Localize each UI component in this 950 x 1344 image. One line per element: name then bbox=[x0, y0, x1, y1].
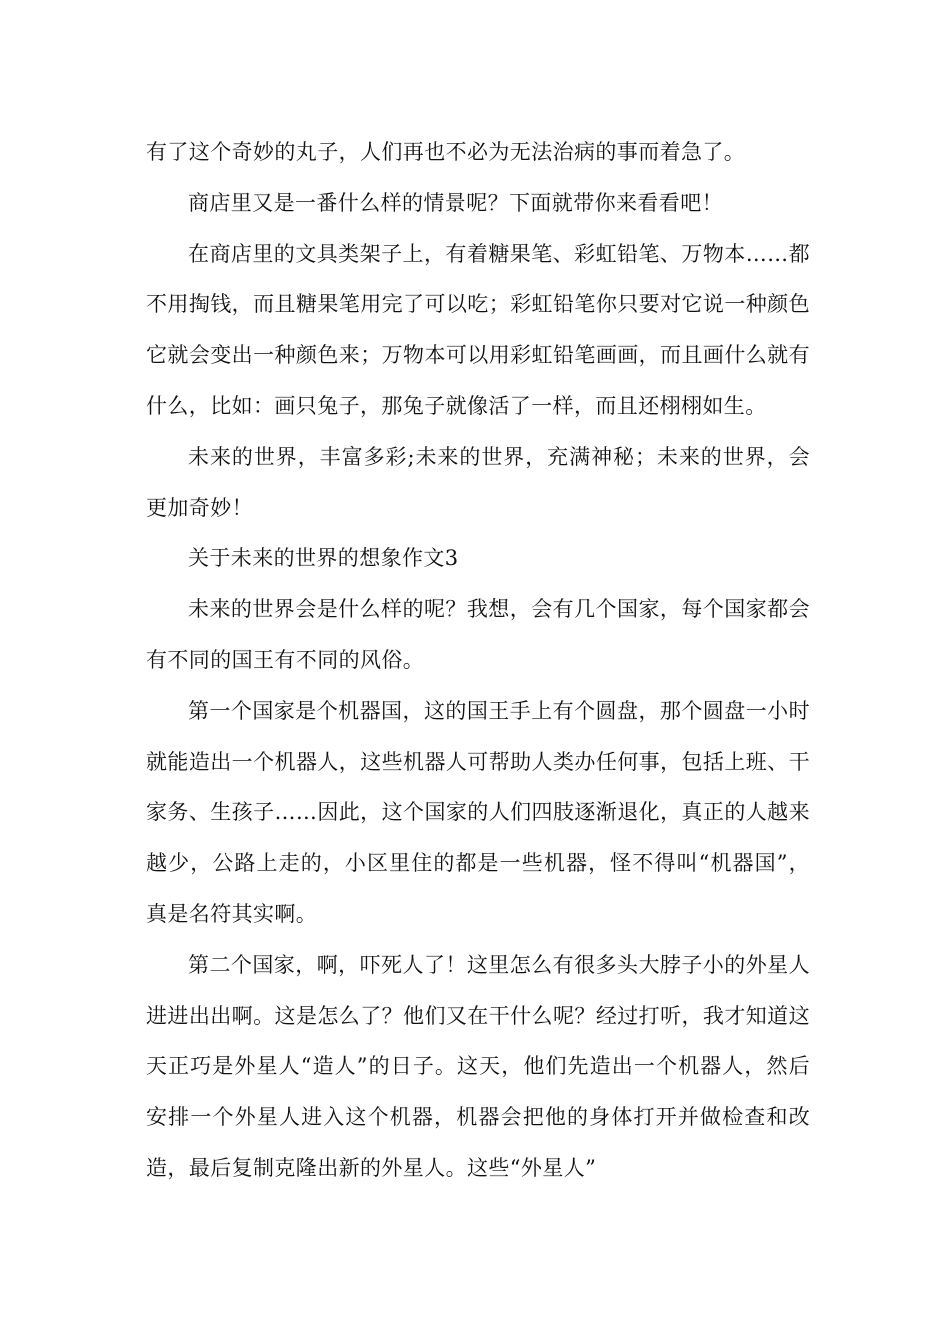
paragraph-7: 第二个国家，啊，吓死人了！这里怎么有很多头大脖子小的外星人进进出出啊。这是怎么了？他们又在干什么呢？经过打听，我才知道这天正巧是外星人“造人”的日子。这天，他们先造出一个机器人，然后安排一个外星人进入这个机器，机器会把他的身体打开并做检查和改造，最后复制克隆出新的外星人。这些“外星人” bbox=[146, 952, 810, 1180]
paragraph-5: 未来的世界会是什么样的呢？我想，会有几个国家，每个国家都会有不同的国王有不同的风俗。 bbox=[146, 597, 810, 672]
paragraph-2: 商店里又是一番什么样的情景呢？下面就带你来看看吧！ bbox=[188, 190, 723, 215]
paragraph-3: 在商店里的文具类架子上，有着糖果笔、彩虹铅笔、万物本……都不用掏钱，而且糖果笔用完了可以吃；彩虹铅笔你只要对它说一种颜色它就会变出一种颜色来；万物本可以用彩虹铅笔画画，而且画什么就有什么，比如：画只兔子，那兔子就像活了一样，而且还栩栩如生。 bbox=[146, 241, 810, 418]
paragraph-1: 有了这个奇妙的丸子，人们再也不必为无法治病的事而着急了。 bbox=[146, 140, 746, 164]
paragraph-6: 第一个国家是个机器国，这的国王手上有个圆盘，那个圆盘一小时就能造出一个机器人，这些机器人可帮助人类办任何事，包括上班、干家务、生孩子……因此，这个国家的人们四肢逐渐退化，真正的人越来越少，公路上走的，小区里住的都是一些机器，怪不得叫“机器国”，真是名符其实啊。 bbox=[146, 698, 810, 926]
section-heading: 关于未来的世界的想象作文3 bbox=[188, 546, 459, 571]
document-body bbox=[146, 127, 810, 1194]
paragraph-4: 未来的世界，丰富多彩;未来的世界，充满神秘；未来的世界，会更加奇妙！ bbox=[146, 444, 810, 520]
